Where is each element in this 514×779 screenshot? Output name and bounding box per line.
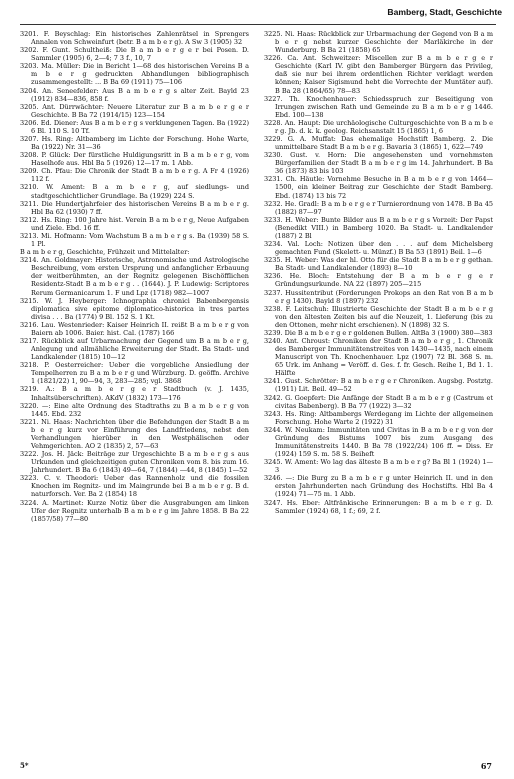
header-rule bbox=[20, 24, 496, 25]
bibliography-entry: 3207. Hs. Ring: Altbamberg im Lichte der Forschung. Hohe Warte, Ba (1922) Nr. 31—36 bbox=[20, 135, 249, 152]
left-column bbox=[20, 30, 249, 523]
printer-signature: 5* bbox=[20, 761, 29, 770]
running-header: Bamberg, Stadt, Geschichte bbox=[387, 7, 502, 17]
bibliography-entry: 3210. W. Ament: B a m b e r g, auf siedlungs- und stadtgeschichtlicher Grundlage. Ba (1929) 224 S. bbox=[20, 183, 249, 200]
bibliography-entry: 3233. H. Weber: Bunte Bilder aus B a m b e r g s Vorzeit: Der Papst (Benedikt VIII.) in Bamberg 1020. Ba Stadt- u. Landkalender (1887) 2 Bl bbox=[264, 215, 493, 240]
bibliography-entry: 3218. P. Oesterreicher: Ueber die vorgebliche Ansiedlung der Tempelherren zu B a m b e r g und Würzburg. D. geöffn. Archive 1 (1821/22) 1, 90—94, 3, 283—285; vgl. 3868 bbox=[20, 361, 249, 386]
bibliography-entry: 3208. P. Glück: Der fürstliche Huldigungsritt in B a m b e r g, vom Haselhofe aus. Hbl Ba 5 (1926) 12—17 m. 1 Abb. bbox=[20, 151, 249, 168]
bibliography-entry: 3241. Gust. Schrötter: B a m b e r g e r Chroniken. Augsbg. Postztg. (1911) Lit. Beil. 49—52 bbox=[264, 377, 493, 394]
bibliography-entry: 3216. Lau. Westenrieder: Kaiser Heinrich II. reißt B a m b e r g von Baiern ab 1006. Baier. hist. Cal. (1787) 166 bbox=[20, 320, 249, 337]
bibliography-entry: 3209. Ch. Pfau: Die Chronik der Stadt B a m b e r g. A Fr 4 (1926) 112 f. bbox=[20, 167, 249, 184]
bibliography-entry: 3204. An. Seneefelder: Aus B a m b e r g s alter Zeit. Bayld 23 (1912) 834—836, 858 f. bbox=[20, 86, 249, 103]
bibliography-entry: 3203. Ma. Müller: Die in Bericht 1—68 des historischen Vereins B a m b e r g gedruckten Abhandlungen bibliographisch zusammengestellt: ... B Ba 69 (1911) 75—106 bbox=[20, 62, 249, 87]
bibliography-entry: 3205. Ant. Dürrwächter: Neuere Literatur zur B a m b e r g e r Geschichte. B Ba 72 (1914/15) 123—154 bbox=[20, 102, 249, 119]
right-column bbox=[264, 30, 493, 515]
bibliography-entry: 3202. F. Gunt. Schultheiß: Die B a m b e r g e r bei Posen. D. Sammler (1905) 6, 2—4; 7 3 f., 10, 7 bbox=[20, 46, 249, 63]
bibliography-entry: 3214. An. Goldmayer: Historische, Astronomische und Astrologische Beschreibung, vom ersten Ursprung und anfanglicher Erbauung der weitberühmten, an der Regnitz gelegenen Bischöfflichen Residentz-Stadt B a m b e r g . . (1644). J. P. Ludewig: Scriptores Rerum Germanicarum 1. F und Lpz (1718) 982—1007 bbox=[20, 256, 249, 297]
bibliography-entry: 3235. H. Weber: Was der hl. Otto für die Stadt B a m b e r g gethan. Ba Stadt- und Landkalender (1893) 8—10 bbox=[264, 256, 493, 273]
bibliography-entry: 3206. Ed. Diener: Aus B a m b e r g s verklungenen Tagen. Ba (1922) 6 Bl. 110 S. 10 Tf. bbox=[20, 118, 249, 135]
bibliography-entry: 3215. W. J. Heyberger: Ichnographia chronici Babenbergensis diplomatica sive epitome diplomatico-historica in tres partes divisa . . . Ba (1774) 9 Bl. 152 S. 1 Kt. bbox=[20, 296, 249, 321]
bibliography-entry: 3220. —: Eine alte Ordnung des Stadtraths zu B a m b e r g von 1445. Ebd. 232 bbox=[20, 401, 249, 418]
bibliography-entry: 3228. An. Haupt: Die urchäologische Culturgeschichte von B a m b e r g. Jb. d. k. k. geolog. Reichsanstalt 15 (1865) 1, 6 bbox=[264, 118, 493, 135]
bibliography-entry: 3245. W. Ament: Wo lag das älteste B a m b e r g? Ba Bl 1 (1924) 1—3 bbox=[264, 458, 493, 475]
bibliography-entry: 3240. Ant. Chroust: Chroniken der Stadt B a m b e r g , 1. Chronik des Bamberger Immunitätenstreites von 1430—1435, nach einem Manuscript von Th. Knochenhauer. Lpz (1907) 72 Bl. 368 S. m. 65 Urk. im Anhang = Veröff. d. Ges. f. fr. Gesch. Reihe 1, Bd 1. 1. Hälfte bbox=[264, 336, 493, 378]
bibliography-entry: 3201. F. Beyschlag: Ein historisches Zahlenrätsel in Sprengers Annalen von Schweinfurt (betr. B a m b e r g). A Sw 3 (1905) 32 bbox=[20, 30, 249, 47]
bibliography-entry: 3224. A. Martinet: Kurze Notiz über die Ausgrabungen am linken Ufer der Regnitz unterhalb B a m b e r g im Jahre 1858. B Ba 22 (1857/58) 77—80 bbox=[20, 498, 249, 523]
bibliography-entry: 3211. Die Hundertjahrfeier des historischen Vereins B a m b e r g. Hbl Ba 62 (1930) 7 ff. bbox=[20, 199, 249, 216]
bibliography-entry: 3221. Ni. Haas: Nachrichten über die Befehdungen der Stadt B a m b e r g kurz vor Einführung des Landfriedens, nebst den Verhandlungen hierüber in den Westphälischen oder Vehmgerichten. AO 2 (1835) 2, 57—63 bbox=[20, 417, 249, 450]
bibliography-entry: 3232. He. Gradl: B a m b e r g e r Turnierordnung von 1478. B Ba 45 (1882) 87—97 bbox=[264, 199, 493, 216]
bibliography-entry: 3244. W. Neukam: Immunitäten und Civitas in B a m b e r g von der Gründung des Bistums 1007 bis zum Ausgang des Immunitätenstreits 1440. B Ba 78 (1922/24) 106 ff. = Diss. Er (1924) 159 S. m. 58 S. Beiheft bbox=[264, 425, 493, 459]
bibliography-entry: 3219. A.: B a m b e r g e r Stadtbuch (v. J. 1435, Inhaltsüberschriften). AKdV (1832) 173—176 bbox=[20, 385, 249, 402]
bibliography-entry: 3213. Mi. Hofmann: Vom Wachstum B a m b e r g s. Ba (1939) 58 S. 1 Pl. bbox=[20, 231, 249, 249]
bibliography-entry: 3227. Th. Knochenhauer: Schiedsspruch zur Beseitigung von Irrungen zwischen Rath und Gemeinde zu B a m b e r g 1446. Ebd. 100—138 bbox=[264, 94, 493, 119]
bibliography-entry: 3236. He. Bloch: Entstehung der B a m b e r g e r Gründungsurkunde. NA 22 (1897) 205—215 bbox=[264, 272, 493, 289]
bibliography-entry: 3226. Ca. Ant. Schweitzer: Miscellen zur B a m b e r g e r Geschichte (Karl IV. gibt den Bamberger Bürgern das Privileg, daß sie nur bei ihrem ordentlichen Richter verklagt werden können; Kaiser Sigismund hebt die Vorrechte der Muntäter auf). B Ba 28 (1864/65) 78—83 bbox=[264, 54, 493, 95]
bibliography-entry: 3246. —: Die Burg zu B a m b e r g unter Heinrich II. und in den ersten Jahrhunderten nach Gründung des Hochstifts. Hbl Ba 4 (1924) 71—75 m. 1 Abb. bbox=[264, 474, 493, 499]
bibliography-entry: 3231. Ch. Häutle: Vornehme Besuche in B a m b e r g von 1464—1500, ein kleiner Beitrag zur Geschichte der Stadt Bamberg. Ebd. (1874) 13 bis 72 bbox=[264, 175, 493, 200]
bibliography-entry: 3237. Hussitentribut (Forderungen Prokops an den Rat von B a m b e r g 1430). Bayld 8 (1897) 232 bbox=[264, 288, 493, 305]
bibliography-entry: 3217. Rückblick auf Urbarmachung der Gegend um B a m b e r g, Anlegung und allmähliche Erweiterung der Stadt. Ba Stadt- und Landkalender (1815) 10—12 bbox=[20, 336, 249, 362]
bibliography-entry: 3229. G. A. Muffat: Das ehemalige Hochstift Bamberg. 2. Die unmittelbare Stadt B a m b e r g. Bavaria 3 (1865) 1, 622—749 bbox=[264, 135, 493, 152]
bibliography-entry: 3238. F. Leitschuh: Illustrierte Geschichte der Stadt B a m b e r g von den ältesten Zeiten bis auf die Neuzeit, 1. Lieferung (bis zu den Ottonen, mehr nicht erschienen). N (1898) 32 S. bbox=[264, 304, 493, 329]
bibliography-entry: 3222. Jos. H. Jäck: Beiträge zur Urgeschichte B a m b e r g s aus Urkunden und gleichzeitigen guten Chroniken vom 8. bis zum 16. Jahrhundert. B Ba 6 (1843) 49—64, 7 (1844) —44, 8 (1845) 1—52 bbox=[20, 450, 249, 475]
bibliography-entry: 3223. C. v. Theodori: Ueber das Rannenholz und die fossilen Knochen im Regnitz- und im Maingrunde bei B a m b e r g. B d. naturforsch. Ver. Ba 2 (1854) 18 bbox=[20, 474, 249, 499]
section-heading: B a m b e r g, Geschichte, Frühzeit und Mittelalter: bbox=[20, 248, 190, 257]
bibliography-entry: 3239. Die B a m b e r g e r goldenen Bullen. AltBa 3 (1900) 380—383 bbox=[264, 328, 493, 337]
bibliography-entry: 3234. Val. Loch: Notizen über den . . . auf dem Michelsberg gemachten Fund (Skelett- u. Münzf.) B Ba 53 (1891) Beil. 1—6 bbox=[264, 240, 493, 257]
bibliography-entry: 3212. Hs. Ring: 100 Jahre hist. Verein B a m b e r g, Neue Aufgaben und Ziele. Ebd. 16 ff. bbox=[20, 215, 249, 232]
bibliography-entry: 3247. Hs. Eber: Altfränkische Erinnerungen: B a m b e r g. D. Sammler (1924) 68, 1 f.; 69, 2 f. bbox=[264, 498, 493, 515]
bibliography-entry: 3225. Ni. Haas: Rückblick zur Urbarmachung der Gegend von B a m b e r g nebst kurzer Geschichte der Marläkirche in der Wunderburg. B Ba 21 (1858) 65 bbox=[264, 30, 493, 55]
bibliography-entry: 3230. Gust. v. Horn: Die angesehensten und vornehmsten Bürgerfamilien der Stadt B a m b e r g im 14. Jahrhundert. B Ba 36 (1873) 83 bis 103 bbox=[264, 151, 493, 176]
page-number: 67 bbox=[480, 761, 492, 771]
bibliography-entry: 3243. Hs. Ring: Altbambergs Werdegang im Lichte der allgemeinen Forschung. Hohe Warte 2 (1922) 31 bbox=[264, 409, 493, 426]
bibliography-entry: 3242. G. Goepfert: Die Anfänge der Stadt B a m b e r g (Castrum et civitas Babenberg). B Ba 77 (1922) 3—32 bbox=[264, 393, 493, 410]
